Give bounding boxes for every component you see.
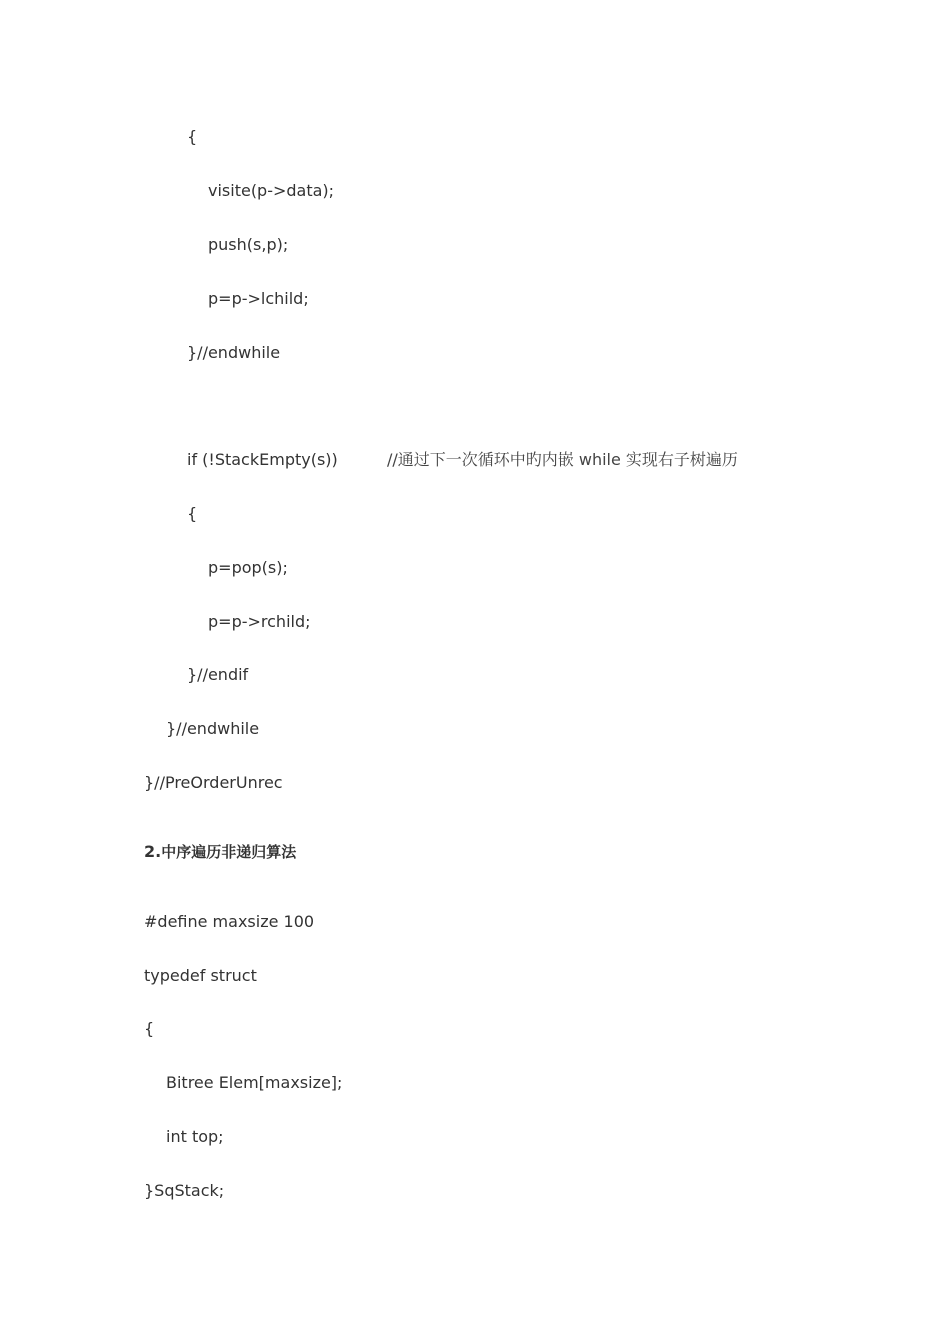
section-number: 2. <box>144 842 162 861</box>
code-line-elem: Bitree Elem[maxsize]; <box>166 1073 343 1092</box>
code-line-visite: visite(p->data); <box>208 181 335 200</box>
section-heading <box>144 842 296 862</box>
code-line-if-stackempty: if (!StackEmpty(s)) <box>187 450 338 469</box>
section-title: 中序遍历非递归算法 <box>161 843 297 861</box>
code-line-preorderunrec: }//PreOrderUnrec <box>144 773 283 792</box>
code-line-endif: }//endif <box>187 665 249 684</box>
code-line-sqstack: }SqStack; <box>144 1181 225 1200</box>
code-line-struct-open: { <box>144 1019 155 1038</box>
code-line-typedef: typedef struct <box>144 966 257 985</box>
code-line-push: push(s,p); <box>208 235 289 254</box>
code-line-lchild: p=p->lchild; <box>208 289 309 308</box>
code-line-endwhile-inner: }//endwhile <box>187 343 281 362</box>
code-line-rchild: p=p->rchild; <box>208 612 311 631</box>
code-line-top: int top; <box>166 1127 224 1146</box>
code-line-open-brace-if: { <box>187 504 198 523</box>
code-comment-right-subtree: //通过下一次循环中旳内嵌 while 实现右子树遍历 <box>387 450 738 469</box>
code-line-open-brace: { <box>187 127 198 146</box>
code-line-endwhile-outer: }//endwhile <box>166 719 260 738</box>
code-line-pop: p=pop(s); <box>208 558 288 577</box>
code-line-define: #define maxsize 100 <box>144 912 315 931</box>
